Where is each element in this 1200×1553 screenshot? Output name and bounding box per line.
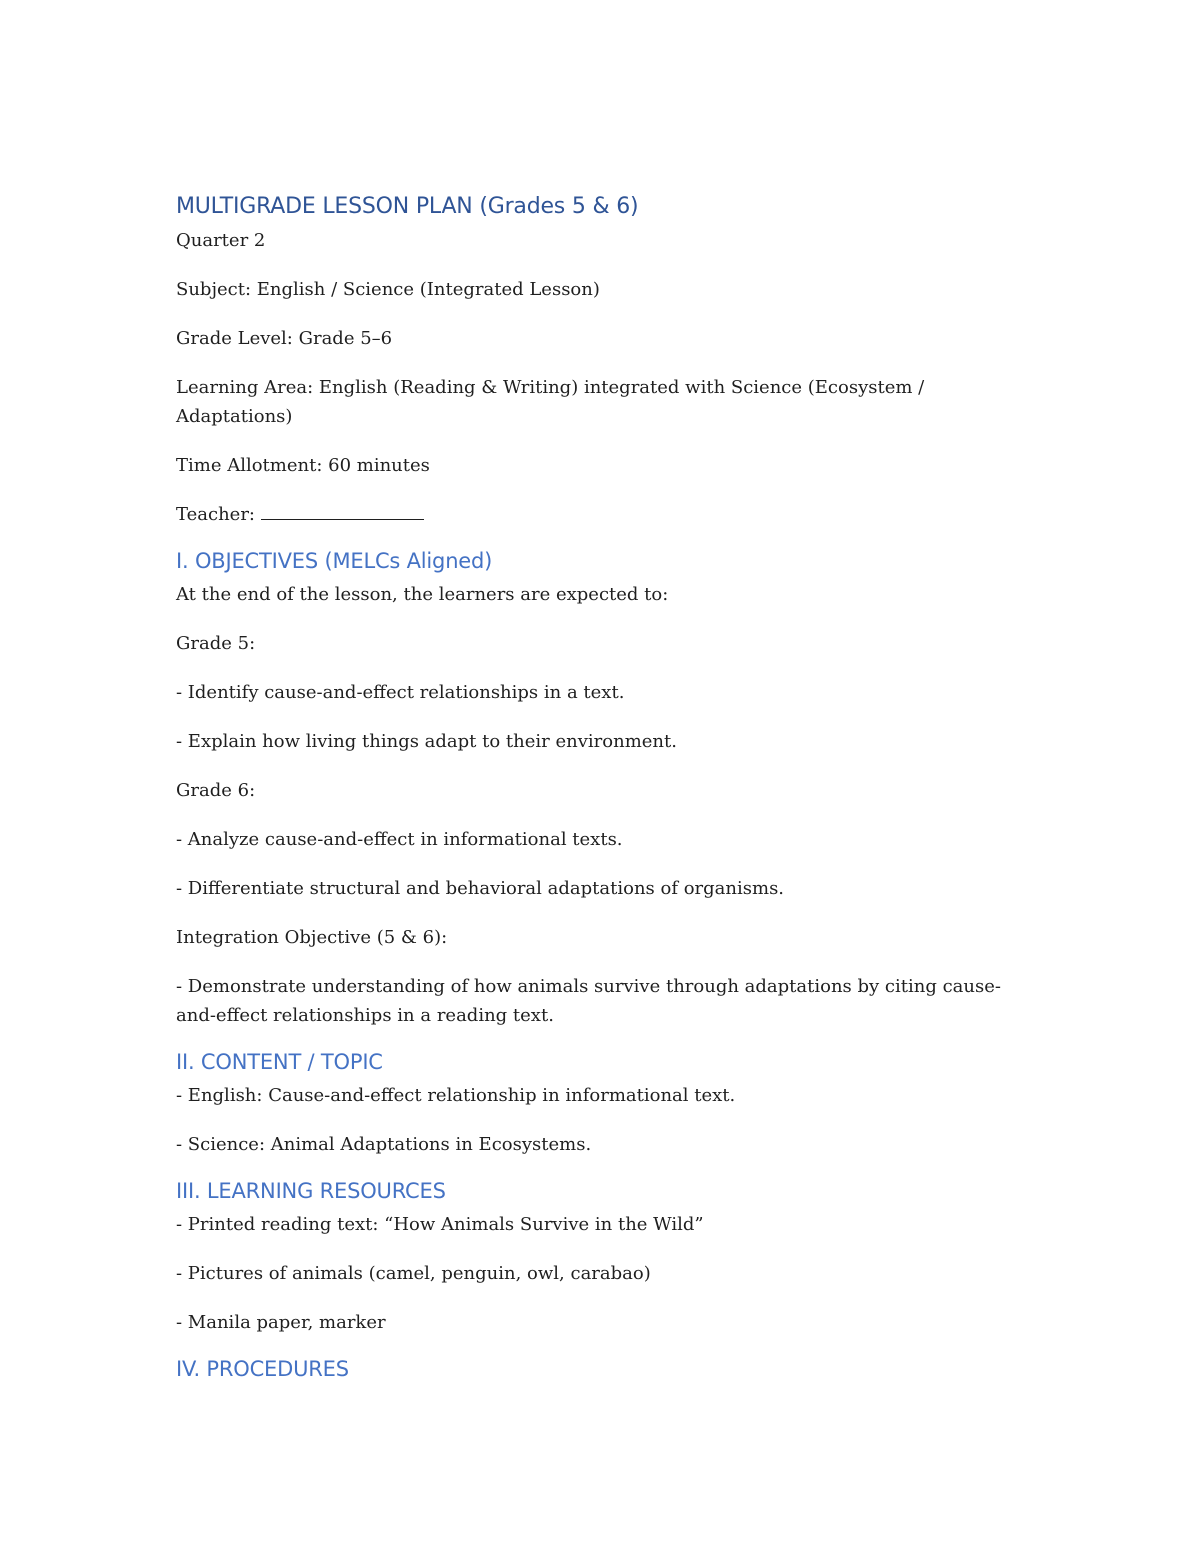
resource-item: - Manila paper, marker (176, 1312, 386, 1333)
resources-heading: III. LEARNING RESOURCES (176, 1179, 446, 1203)
teacher-blank-line (261, 503, 424, 520)
resource-item: - Printed reading text: “How Animals Survive in the Wild” (176, 1214, 704, 1235)
document-page (176, 193, 1036, 1388)
integration-item: - Demonstrate understanding of how animals survive through adaptations by citing cause-and-effect relationships in a reading text. (176, 976, 1001, 1026)
subject-line: Subject: English / Science (Integrated Lesson) (176, 279, 600, 300)
content-heading: II. CONTENT / TOPIC (176, 1050, 383, 1074)
grade6-label: Grade 6: (176, 780, 256, 801)
resource-item: - Pictures of animals (camel, penguin, owl, carabao) (176, 1263, 651, 1284)
integration-label: Integration Objective (5 & 6): (176, 927, 448, 948)
grade6-item: - Analyze cause-and-effect in informational texts. (176, 829, 623, 850)
content-item: - English: Cause-and-effect relationship in informational text. (176, 1085, 736, 1106)
grade-level-line: Grade Level: Grade 5–6 (176, 328, 393, 349)
procedures-heading: IV. PROCEDURES (176, 1357, 349, 1381)
time-allotment-line: Time Allotment: 60 minutes (176, 455, 430, 476)
grade5-item: - Explain how living things adapt to their environment. (176, 731, 677, 752)
teacher-label: Teacher: (176, 504, 261, 525)
teacher-line (176, 500, 1036, 529)
grade6-item: - Differentiate structural and behavioral adaptations of organisms. (176, 878, 785, 899)
learning-area-line: Learning Area: English (Reading & Writing) integrated with Science (Ecosystem / Adaptations) (176, 377, 930, 427)
objectives-intro: At the end of the lesson, the learners are expected to: (176, 584, 669, 605)
grade5-label: Grade 5: (176, 633, 256, 654)
quarter-line: Quarter 2 (176, 230, 266, 251)
objectives-heading: I. OBJECTIVES (MELCs Aligned) (176, 549, 493, 573)
content-item: - Science: Animal Adaptations in Ecosystems. (176, 1134, 592, 1155)
document-title: MULTIGRADE LESSON PLAN (Grades 5 & 6) (176, 194, 639, 219)
grade5-item: - Identify cause-and-effect relationships in a text. (176, 682, 625, 703)
